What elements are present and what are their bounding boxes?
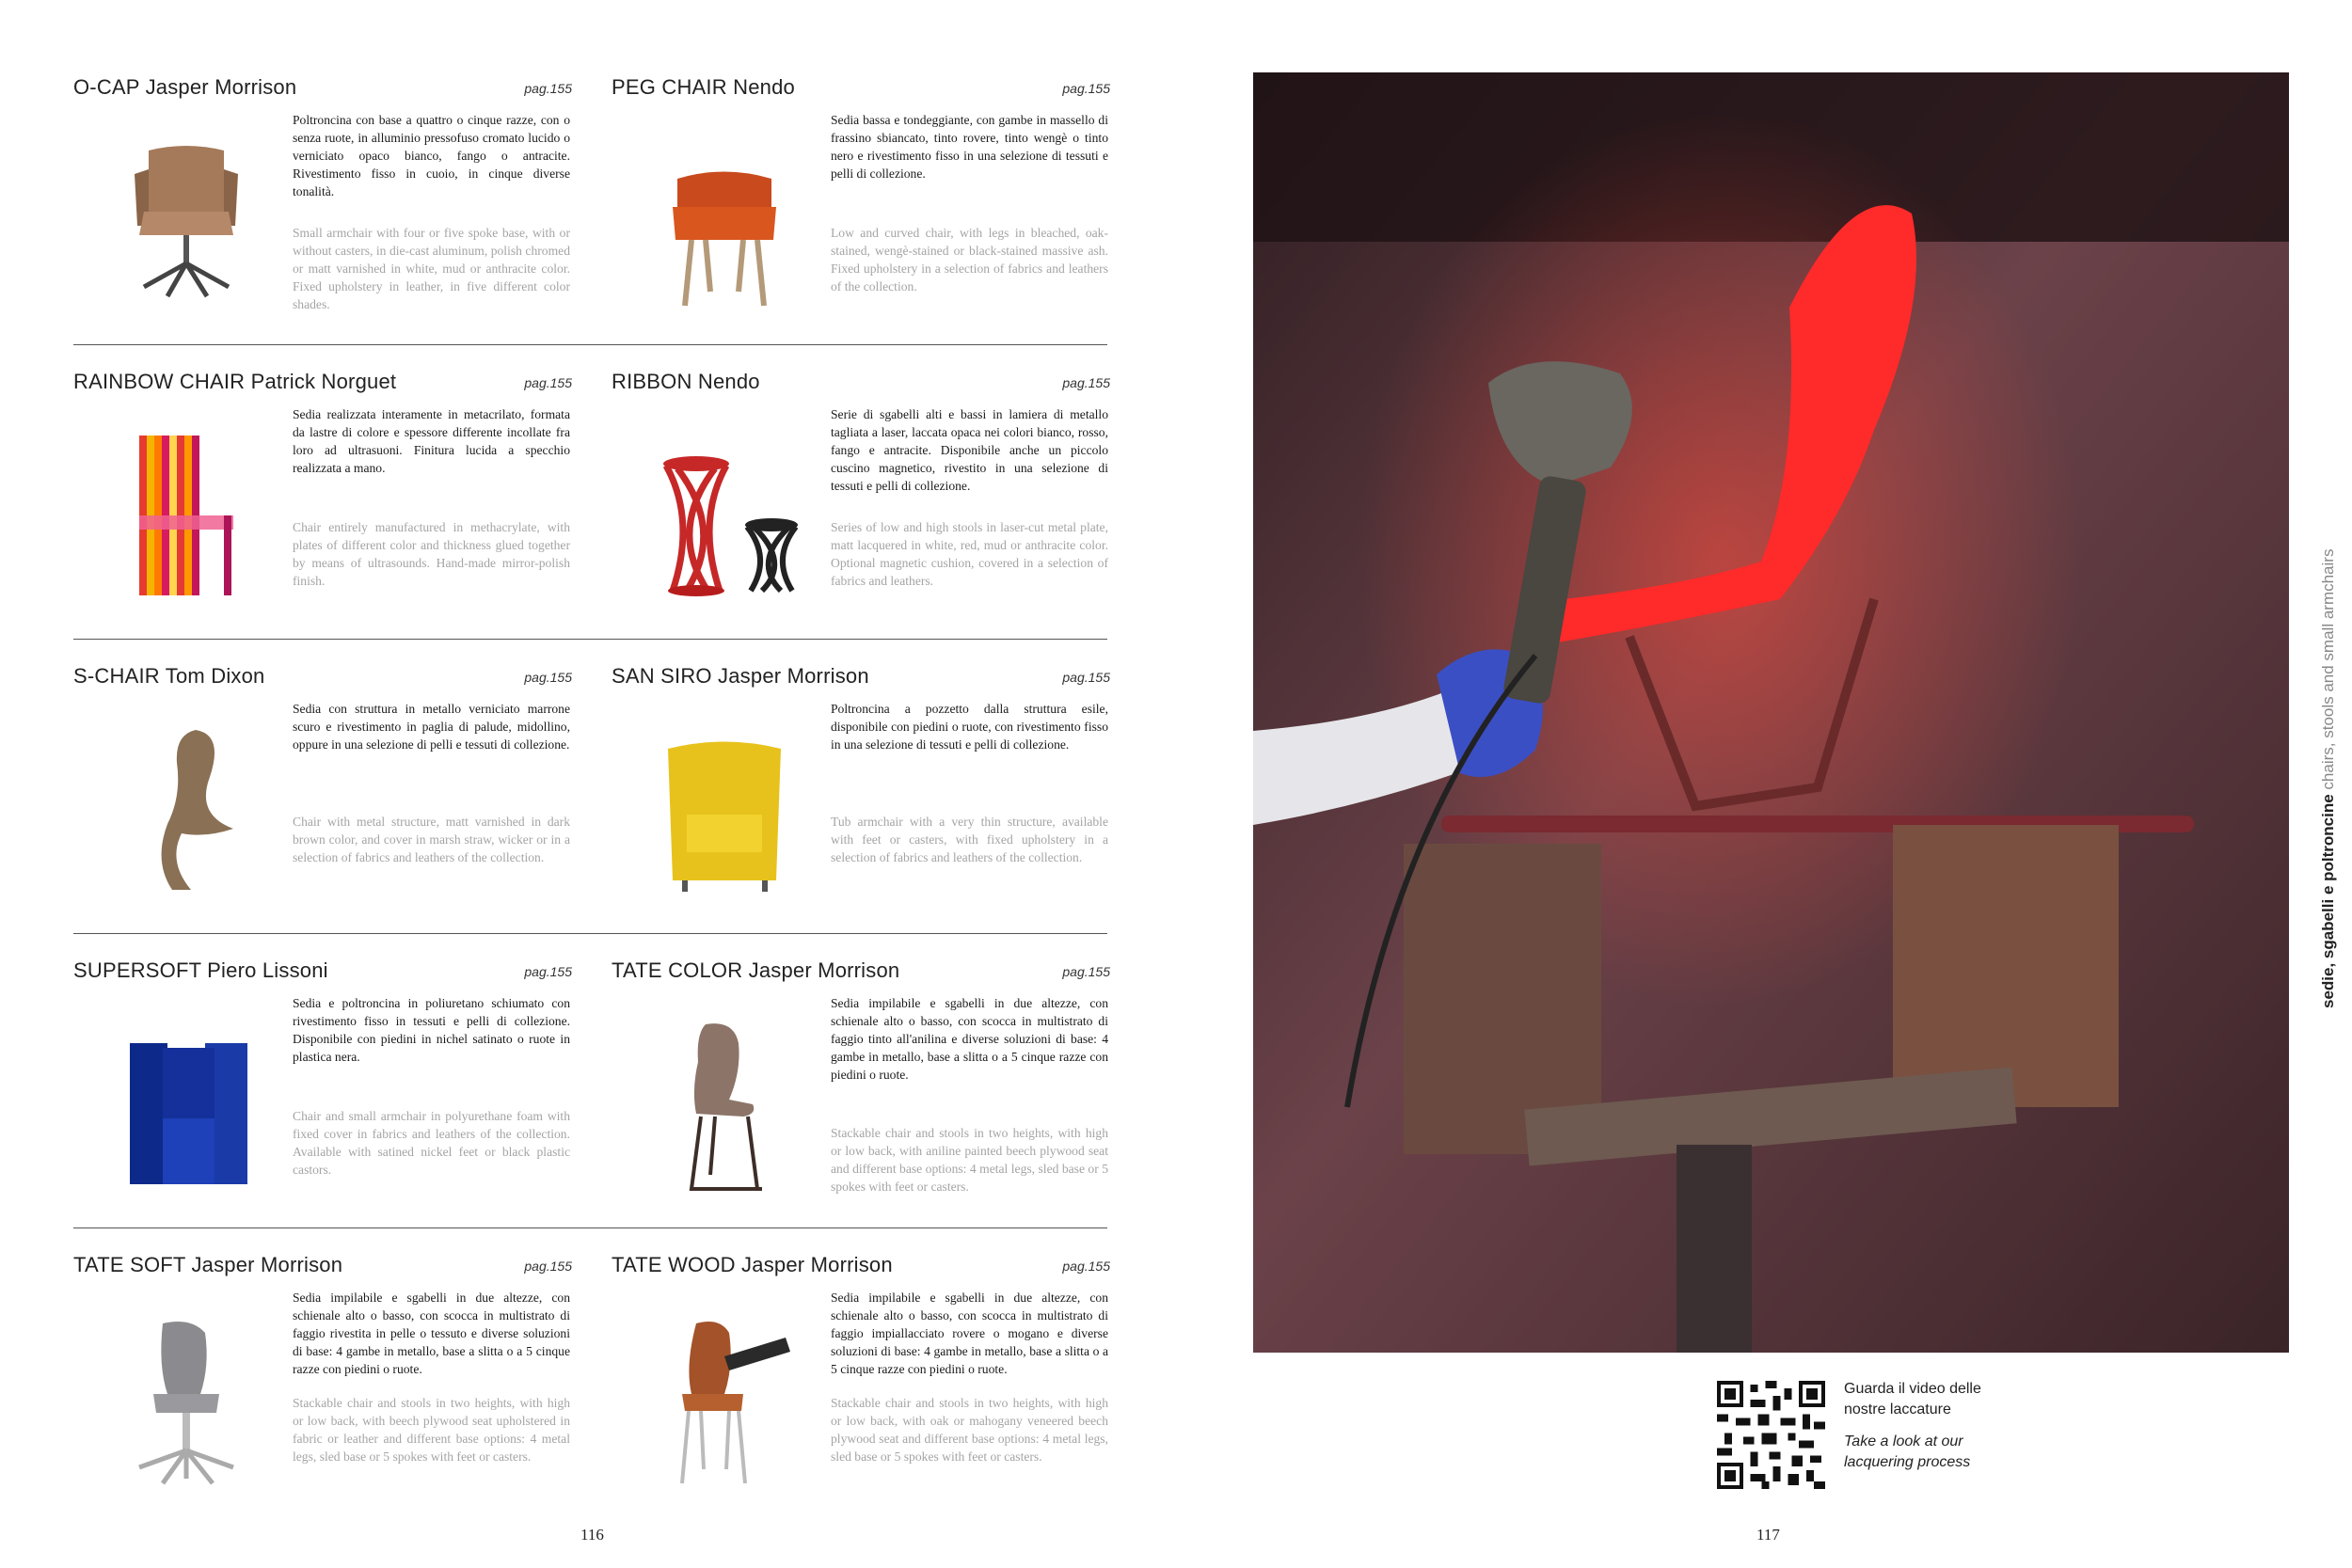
product-san-siro <box>612 655 1129 937</box>
product-peg-chair <box>612 66 1129 348</box>
product-title: SUPERSOFT Piero Lissoni <box>73 958 328 982</box>
product-title: RAINBOW CHAIR Patrick Norguet <box>73 370 397 393</box>
page-reference: pag.155 <box>524 375 572 390</box>
peg-chair-image <box>630 122 818 310</box>
section-side-label <box>2319 549 2338 1008</box>
product-ribbon <box>612 360 1129 642</box>
description-english: Chair and small armchair in polyurethane foam with fixed cover in fabrics and leathers of the collection. Available with satined nickel feet or black plastic castors. <box>293 1109 570 1177</box>
product-title: O-CAP Jasper Morrison <box>73 75 297 99</box>
product-title: TATE WOOD Jasper Morrison <box>612 1253 893 1276</box>
o-cap-chair-image <box>92 122 280 310</box>
divider <box>73 1227 1107 1228</box>
description-italian: Sedia e poltroncina in poliuretano schiumato con rivestimento fisso in tessuti e pelli di collezione. Disponibile con piedini in nichel satinato o ruote in plastica nera. <box>293 996 570 1064</box>
product-tate-color <box>612 949 1129 1231</box>
page-reference: pag.155 <box>524 670 572 685</box>
page-reference: pag.155 <box>524 964 572 979</box>
product-title: SAN SIRO Jasper Morrison <box>612 664 869 688</box>
san-siro-armchair-image <box>630 711 818 899</box>
product-title: TATE COLOR Jasper Morrison <box>612 958 900 982</box>
side-label-english: chairs, stools and small armchairs <box>2319 548 2337 790</box>
page-reference: pag.155 <box>1062 964 1110 979</box>
product-title: RIBBON Nendo <box>612 370 760 393</box>
page-number-right: 117 <box>1756 1526 1780 1544</box>
divider <box>73 344 1107 345</box>
description-italian: Sedia con struttura in metallo verniciato marrone scuro e rivestimento in paglia di palude, midollino, oppure in una selezione di pelli e tessuti di collezione. <box>293 702 570 752</box>
product-s-chair <box>73 655 591 937</box>
product-title: TATE SOFT Jasper Morrison <box>73 1253 343 1276</box>
product-title: S-CHAIR Tom Dixon <box>73 664 265 688</box>
product-title: PEG CHAIR Nendo <box>612 75 795 99</box>
product-rainbow-chair <box>73 360 591 642</box>
description-english: Low and curved chair, with legs in bleached, oak-stained, wengè-stained or black-stained massive ash. Fixed upholstery in a selection of fabrics and leathers of the collection. <box>831 226 1108 293</box>
product-tate-wood <box>612 1243 1129 1526</box>
description-italian: Poltroncina con base a quattro o cinque razze, con o senza ruote, in alluminio pressofuso cromato lucido o verniciato opaco bianco, fango o antracite. Rivestimento fisso in cuoio, in cinque diverse tonalità. <box>293 113 570 198</box>
description-italian: Serie di sgabelli alti e bassi in lamiera di metallo tagliata a laser, laccata opaca nei colori bianco, rosso, fango e antracite. Disponibile anche un piccolo cuscino magnetico, rivestito in una selezione di tessuti e pelli di collezione. <box>831 407 1108 493</box>
side-label-italian: sedie, sgabelli e poltroncine <box>2319 794 2337 1008</box>
product-o-cap <box>73 66 591 348</box>
qr-caption-en-line2: lacquering process <box>1844 1454 1971 1470</box>
product-tate-soft <box>73 1243 591 1526</box>
qr-caption-it-line1: Guarda il video delle <box>1844 1381 1981 1397</box>
ribbon-stools-image <box>630 417 818 605</box>
qr-caption-it-line2: nostre laccature <box>1844 1402 1951 1418</box>
qr-code[interactable] <box>1717 1381 1825 1489</box>
page-reference: pag.155 <box>1062 670 1110 685</box>
divider <box>73 639 1107 640</box>
description-english: Stackable chair and stools in two heights, with high or low back, with aniline painted beech plywood seat and different base options: 4 metal legs, sled base or 5 spokes with feet or casters. <box>831 1126 1108 1194</box>
page-reference: pag.155 <box>1062 81 1110 96</box>
tate-soft-chair-image <box>92 1300 280 1488</box>
page-reference: pag.155 <box>1062 1259 1110 1274</box>
page-reference: pag.155 <box>524 81 572 96</box>
description-italian: Sedia bassa e tondeggiante, con gambe in massello di frassino sbiancato, tinto rovere, tinto wengè o tinto nero e rivestimento fisso in una selezione di tessuti e pelli di collezione. <box>831 113 1108 181</box>
qr-caption-italian <box>1844 1379 2051 1420</box>
description-english: Series of low and high stools in laser-cut metal plate, matt lacquered in white, red, mud or anthracite color. Optional magnetic cushion, covered in a selection of fabrics and leathers. <box>831 520 1108 588</box>
rainbow-chair-image <box>92 417 280 605</box>
description-italian: Sedia impilabile e sgabelli in due altezze, con schienale alto o basso, con scocca in multistrato di faggio tinto all'anilina e diverse soluzioni di base: 4 gambe in metallo, base a slitta o a 5 cinque razze con piedini o ruote. <box>831 996 1108 1082</box>
page-reference: pag.155 <box>1062 375 1110 390</box>
supersoft-armchair-image <box>92 1006 280 1194</box>
description-italian: Sedia realizzata interamente in metacrilato, formata da lastre di colore e spessore differente incollate fra loro ad ultrasuoni. Finitura lucida a specchio realizzata a mano. <box>293 407 570 475</box>
tate-wood-chair-image <box>630 1300 818 1488</box>
description-english: Tub armchair with a very thin structure, available with feet or casters, with fixed upholstery in a selection of fabrics and leathers of the collection. <box>831 815 1108 864</box>
description-italian: Sedia impilabile e sgabelli in due altezze, con schienale alto o basso, con scocca in multistrato di faggio impiallacciato rovere o mogano e diverse soluzioni di base: 4 gambe in metallo, base a slitta o a 5 cinque razze con piedini o ruote. <box>831 1291 1108 1376</box>
description-english: Chair with metal structure, matt varnished in dark brown color, and cover in marsh straw, wicker or in a selection of fabrics and leathers of the collection. <box>293 815 570 864</box>
qr-caption-en-line1: Take a look at our <box>1844 1433 1963 1449</box>
divider <box>73 933 1107 934</box>
qr-caption-english <box>1844 1432 2051 1473</box>
lacquering-photo <box>1253 72 2289 1353</box>
qr-caption <box>1844 1379 2051 1473</box>
description-english: Stackable chair and stools in two heights, with high or low back, with oak or mahogany veneered beech plywood seat and different base options: 4 metal legs, sled base or 5 spokes with feet or casters. <box>831 1396 1108 1464</box>
tate-color-chair-image <box>630 1006 818 1194</box>
s-chair-image <box>92 711 280 899</box>
description-italian: Poltroncina a pozzetto dalla struttura esile, disponibile con piedini o ruote, con rivestimento fisso in una selezione di tessuti e pelli di collezione. <box>831 702 1108 752</box>
description-english: Stackable chair and stools in two heights, with high or low back, with beech plywood seat upholstered in fabric or leather and different base options: 4 metal legs, sled base or 5 spokes with feet or casters. <box>293 1396 570 1464</box>
page-reference: pag.155 <box>524 1259 572 1274</box>
description-english: Small armchair with four or five spoke base, with or without casters, in die-cast aluminum, polish chromed or matt varnished in white, mud or anthracite color. Fixed upholstery in leather, in five different color shades. <box>293 226 570 311</box>
product-supersoft <box>73 949 591 1231</box>
description-italian: Sedia impilabile e sgabelli in due altezze, con schienale alto o basso, con scocca in multistrato di faggio rivestita in pelle o tessuto e diverse soluzioni di base: 4 gambe in metallo, base a slitta o a 5 cinque razze con piedini o ruote. <box>293 1291 570 1376</box>
description-english: Chair entirely manufactured in methacrylate, with plates of different color and thickness glued together by means of ultrasounds. Hand-made mirror-polish finish. <box>293 520 570 588</box>
page-number-left: 116 <box>580 1526 604 1544</box>
